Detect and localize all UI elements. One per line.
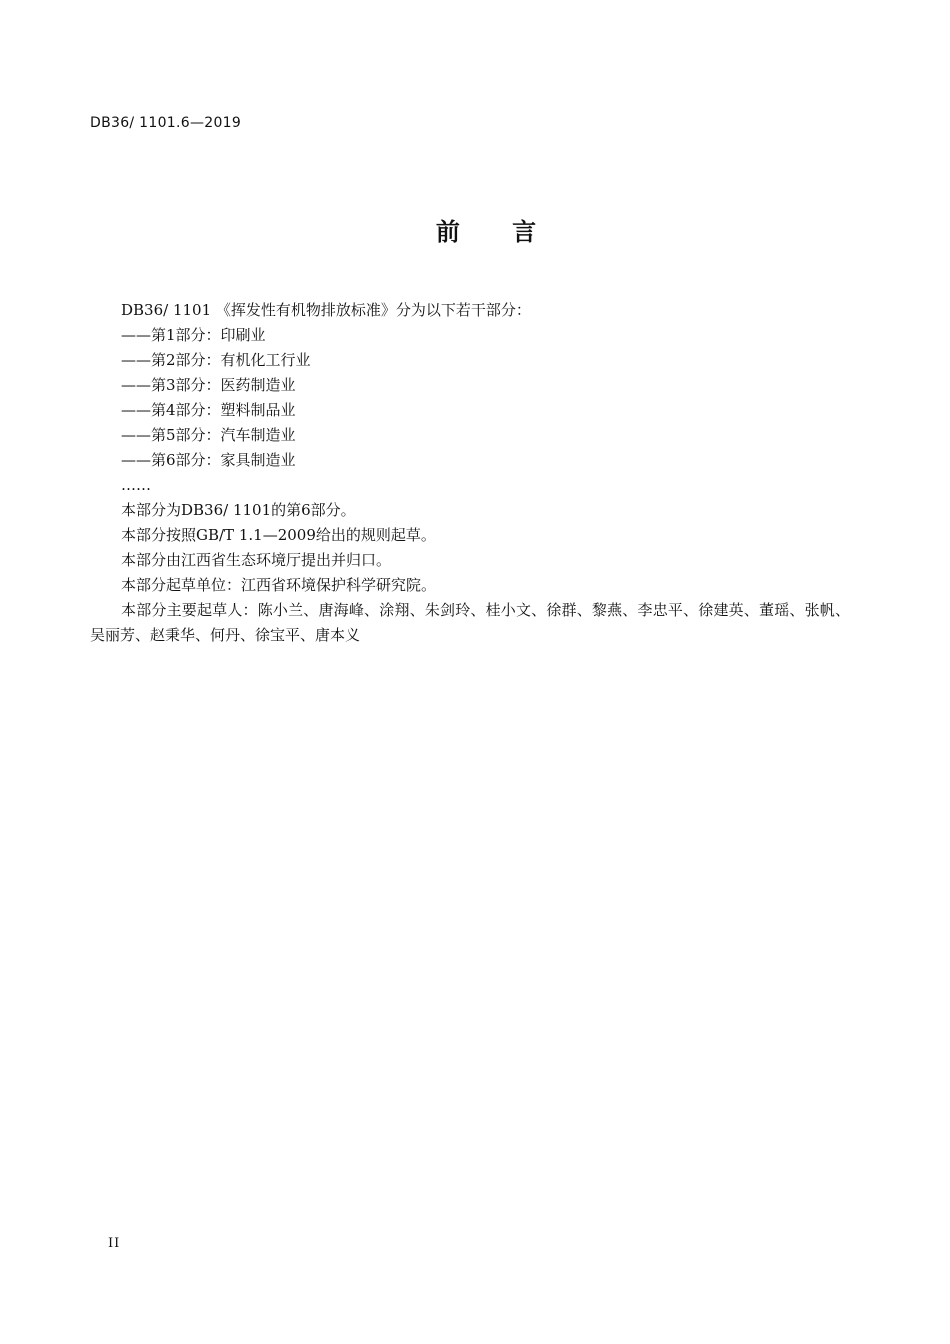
- part-list-item: ——第3部分：医药制造业: [121, 376, 296, 394]
- page-title: 前 言: [435, 218, 559, 246]
- part-list-item: ——第6部分：家具制造业: [121, 451, 296, 469]
- drafting-unit-statement: 本部分起草单位：江西省环境保护科学研究院。: [121, 576, 437, 594]
- drafters-statement: 本部分主要起草人：陈小兰、唐海峰、涂翔、朱剑玲、桂小文、徐群、黎燕、李忠平、徐建英、董瑶、张帆、吴丽芳、赵秉华、何丹、徐宝平、唐本义: [90, 601, 850, 644]
- part-list-item: ——第5部分：汽车制造业: [121, 426, 296, 444]
- part-statement: 本部分为DB36/ 1101的第6部分。: [121, 501, 356, 519]
- foreword-body: [90, 298, 850, 648]
- part-list-item: ——第2部分：有机化工行业: [121, 351, 311, 369]
- document-code: DB36/ 1101.6—2019: [90, 115, 242, 131]
- page-number: II: [108, 1236, 121, 1251]
- part-list-item: ——第4部分：塑料制品业: [121, 401, 296, 419]
- proposer-statement: 本部分由江西省生态环境厅提出并归口。: [121, 551, 392, 569]
- ellipsis-line: ……: [121, 476, 151, 494]
- intro-paragraph: DB36/ 1101 《挥发性有机物排放标准》分为以下若干部分：: [121, 301, 531, 319]
- drafting-rules-statement: 本部分按照GB/T 1.1—2009给出的规则起草。: [121, 526, 436, 544]
- part-list-item: ——第1部分：印刷业: [121, 326, 266, 344]
